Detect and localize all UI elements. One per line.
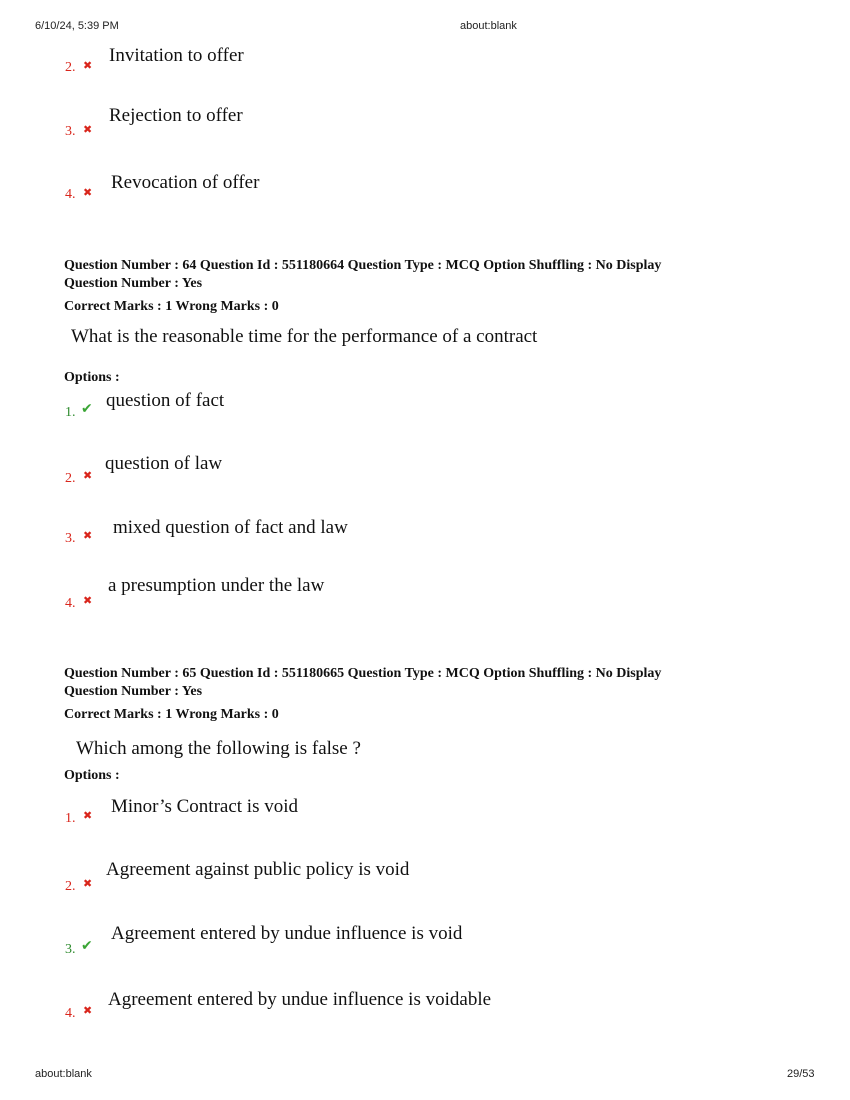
- option-number: 4.: [65, 596, 76, 611]
- option-number: 2.: [65, 60, 76, 75]
- options-label: Options :: [64, 768, 120, 783]
- option-text: Agreement entered by undue influence is voidable: [108, 989, 492, 1010]
- print-url: about:blank: [460, 20, 517, 32]
- cross-icon: ✖: [83, 469, 93, 482]
- option-text: Minor’s Contract is void: [111, 796, 299, 817]
- option-number: 1.: [65, 811, 76, 826]
- option-text: mixed question of fact and law: [113, 517, 348, 538]
- option-number: 2.: [65, 471, 76, 486]
- option-text: a presumption under the law: [108, 575, 325, 596]
- option-text: question of law: [105, 453, 223, 474]
- cross-icon: ✖: [83, 186, 93, 199]
- question-marks: Correct Marks : 1 Wrong Marks : 0: [64, 707, 279, 722]
- cross-icon: ✖: [83, 1004, 93, 1017]
- check-icon: ✔: [81, 401, 93, 417]
- check-icon: ✔: [81, 938, 93, 954]
- question-meta: Question Number : 65 Question Id : 551180665 Question Type : MCQ Option Shuffling : No Display: [64, 666, 662, 681]
- cross-icon: ✖: [83, 809, 93, 822]
- page-number: 29/53: [787, 1068, 815, 1080]
- question-marks: Correct Marks : 1 Wrong Marks : 0: [64, 299, 279, 314]
- option-text: Revocation of offer: [111, 172, 260, 193]
- print-datetime: 6/10/24, 5:39 PM: [35, 20, 119, 32]
- option-number: 1.: [65, 405, 76, 420]
- cross-icon: ✖: [83, 877, 93, 890]
- question-meta-display: Question Number : Yes: [64, 276, 203, 291]
- option-number: 4.: [65, 1006, 76, 1021]
- option-number: 3.: [65, 942, 76, 957]
- cross-icon: ✖: [83, 123, 93, 136]
- option-text: Agreement against public policy is void: [106, 859, 410, 880]
- question-text: What is the reasonable time for the performance of a contract: [71, 326, 538, 347]
- options-label: Options :: [64, 370, 120, 385]
- footer-url: about:blank: [35, 1068, 92, 1080]
- question-meta: Question Number : 64 Question Id : 551180664 Question Type : MCQ Option Shuffling : No Display: [64, 258, 662, 273]
- option-text: question of fact: [106, 390, 225, 411]
- option-text: Agreement entered by undue influence is void: [111, 923, 463, 944]
- cross-icon: ✖: [83, 594, 93, 607]
- option-number: 3.: [65, 531, 76, 546]
- question-text: Which among the following is false ?: [76, 738, 361, 759]
- question-meta-display: Question Number : Yes: [64, 684, 203, 699]
- cross-icon: ✖: [83, 529, 93, 542]
- option-text: Rejection to offer: [109, 105, 243, 126]
- cross-icon: ✖: [83, 59, 93, 72]
- option-text: Invitation to offer: [109, 45, 244, 66]
- option-number: 2.: [65, 879, 76, 894]
- option-number: 4.: [65, 187, 76, 202]
- option-number: 3.: [65, 124, 76, 139]
